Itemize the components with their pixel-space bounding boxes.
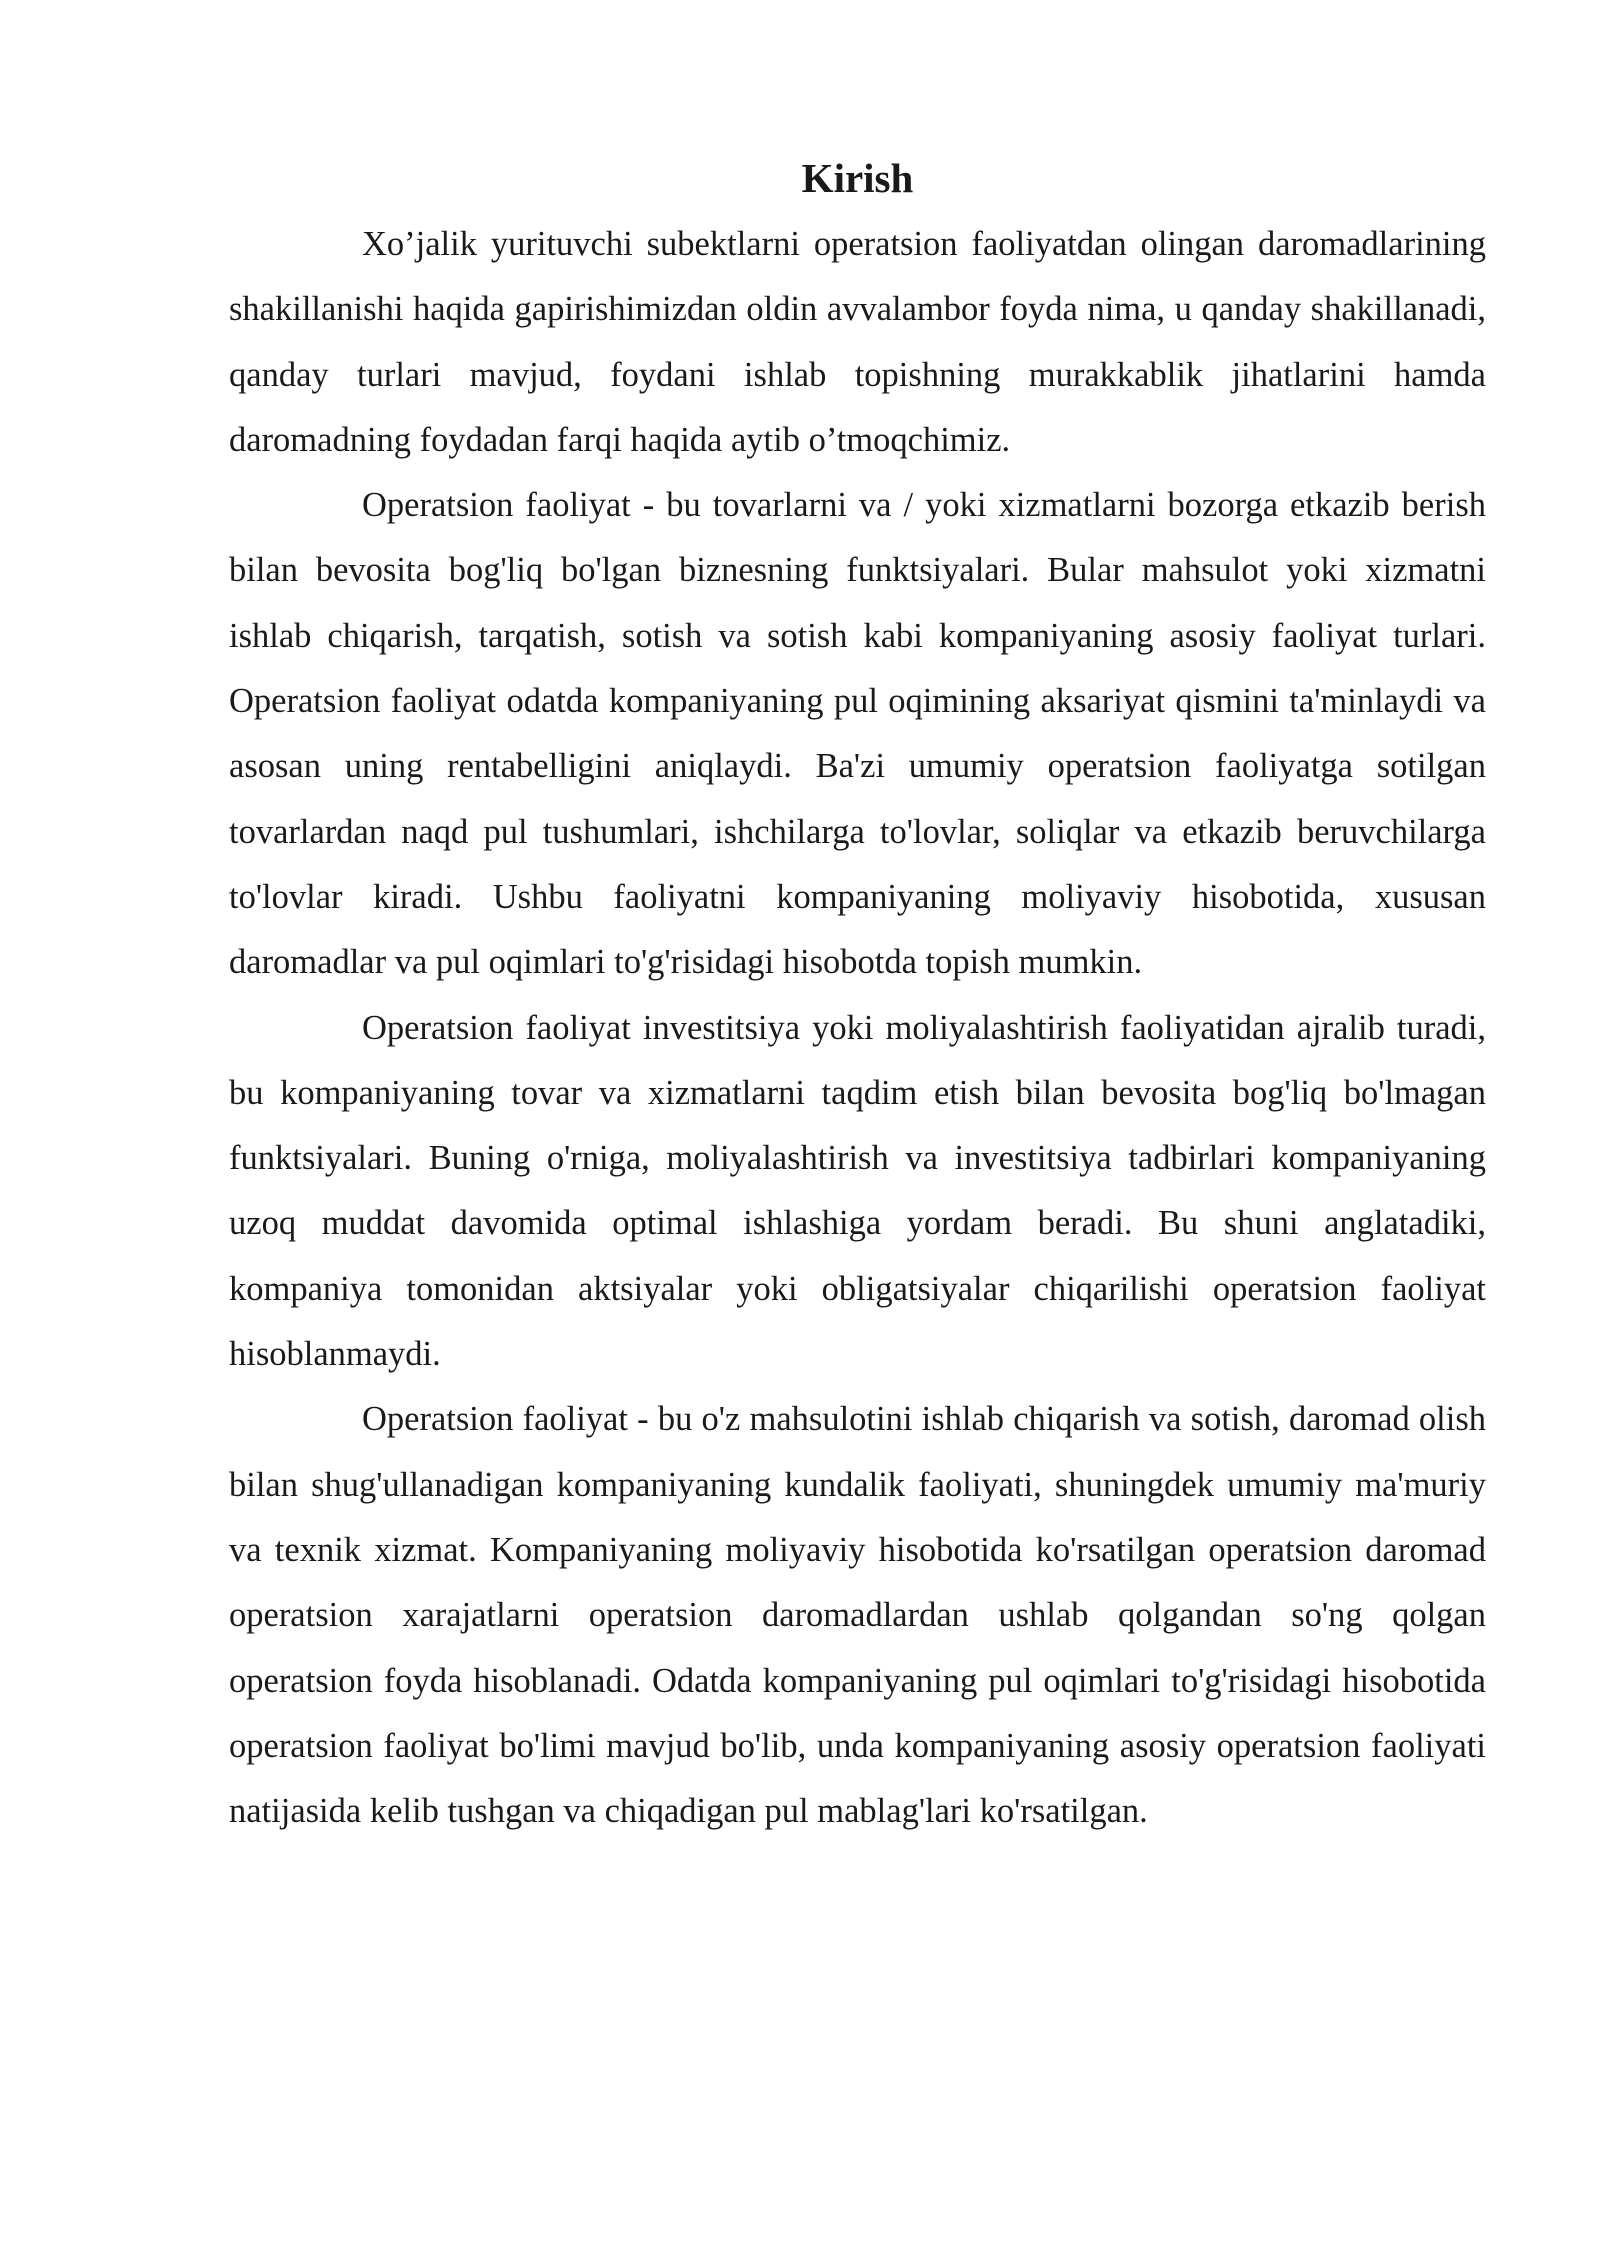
paragraph: Operatsion faoliyat - bu tovarlarni va / yoki xizmatlarni bozorga etkazib berish bilan bevosita bog'liq bo'lgan biznesning funktsiyalari. Bular mahsulot yoki xizmatni ishlab chiqarish, tarqatish, sotish va sotish kabi kompaniyaning asosiy faoliyat turlari. Operatsion faoliyat odatda kompaniyaning pul oqimining aksariyat qismini ta'minlaydi va asosan uning rentabelligini aniqlaydi. Ba'zi umumiy operatsion faoliyatga sotilgan tovarlardan naqd pul tushumlari, ishchilarga to'lovlar, soliqlar va etkazib beruvchilarga to'lovlar kiradi. Ushbu faoliyatni kompaniyaning moliyaviy hisobotida, xususan daromadlar va pul oqimlari to'g'risidagi hisobotda topish mumkin. — [229, 486, 1486, 982]
document-body — [229, 150, 1486, 1844]
page-title: Kirish — [801, 155, 914, 201]
paragraph: Operatsion faoliyat investitsiya yoki moliyalashtirish faoliyatidan ajralib turadi, bu kompaniyaning tovar va xizmatlarni taqdim etish bilan bevosita bog'liq bo'lmagan funktsiyalari. Buning o'rniga, moliyalashtirish va investitsiya tadbirlari kompaniyaning uzoq muddat davomida optimal ishlashiga yordam beradi. Bu shuni anglatadiki, kompaniya tomonidan aktsiyalar yoki obligatsiyalar chiqarilishi operatsion faoliyat hisoblanmaydi. — [229, 1008, 1486, 1374]
paragraph: Xo’jalik yurituvchi subektlarni operatsion faoliyatdan olingan daromadlarining shakillanishi haqida gapirishimizdan oldin avvalambor foyda nima, u qanday shakillanadi, qanday turlari mavjud, foydani ishlab topishning murakkablik jihatlarini hamda daromadning foydadan farqi haqida aytib o’tmoqchimiz. — [229, 225, 1486, 459]
paragraph: Operatsion faoliyat - bu o'z mahsulotini ishlab chiqarish va sotish, daromad olish bilan shug'ullanadigan kompaniyaning kundalik faoliyati, shuningdek umumiy ma'muriy va texnik xizmat. Kompaniyaning moliyaviy hisobotida ko'rsatilgan operatsion daromad operatsion xarajatlarni operatsion daromadlardan ushlab qolgandan so'ng qolgan operatsion foyda hisoblanadi. Odatda kompaniyaning pul oqimlari to'g'risidagi hisobotida operatsion faoliyat bo'limi mavjud bo'lib, unda kompaniyaning asosiy operatsion faoliyati natijasida kelib tushgan va chiqadigan pul mablag'lari ko'rsatilgan. — [229, 1400, 1486, 1831]
